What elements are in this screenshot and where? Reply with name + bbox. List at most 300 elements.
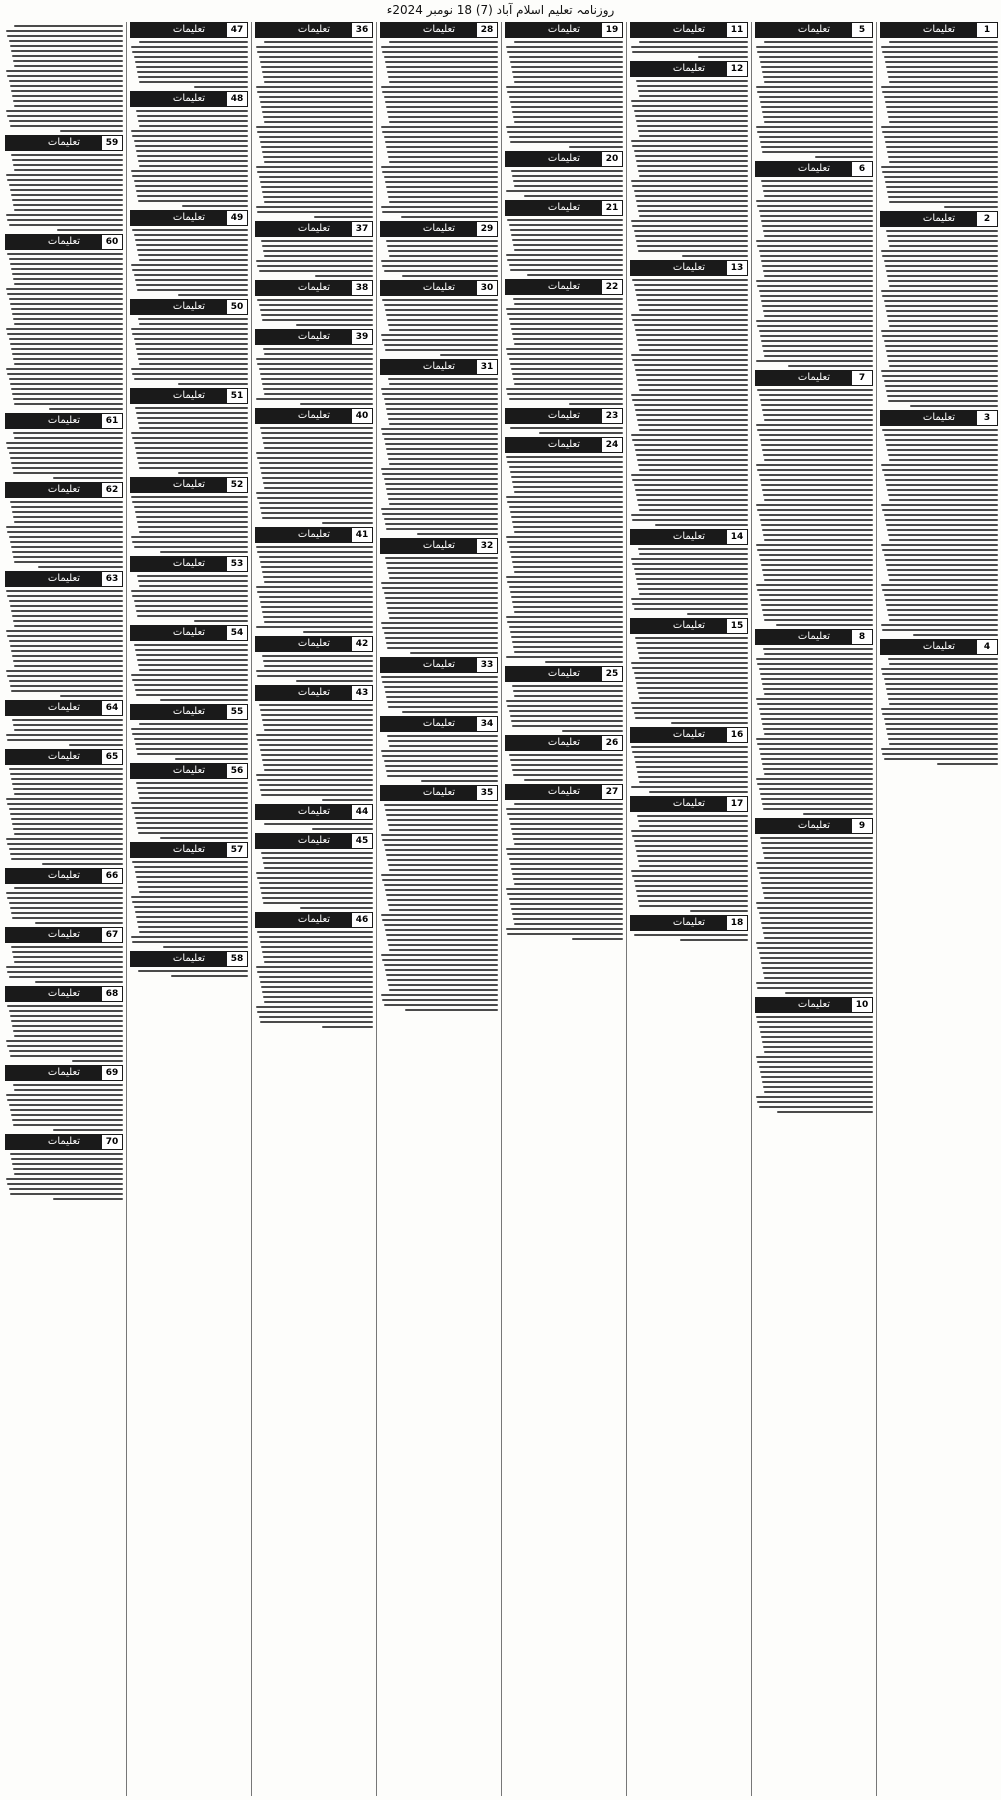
notice-label: تعلیمات	[297, 529, 331, 540]
text-line	[884, 260, 998, 262]
text-line	[763, 768, 873, 770]
text-line	[385, 597, 498, 599]
notice-block	[630, 22, 748, 58]
text-line	[756, 280, 873, 282]
text-line	[13, 1084, 123, 1086]
text-line	[507, 813, 623, 815]
notice-label: تعلیمات	[672, 917, 706, 928]
text-line	[12, 1163, 123, 1165]
text-line	[386, 974, 498, 976]
text-line	[507, 581, 623, 583]
notice-text	[630, 80, 748, 257]
notice-block	[130, 951, 248, 977]
text-line	[760, 713, 873, 715]
text-line	[7, 293, 123, 295]
notice-label: تعلیمات	[47, 929, 81, 940]
text-line	[10, 645, 123, 647]
text-line	[138, 422, 248, 424]
text-line	[385, 403, 498, 405]
text-line	[759, 1066, 873, 1068]
text-line	[6, 526, 123, 528]
text-line	[256, 86, 373, 88]
notice-number: 9	[852, 819, 872, 833]
text-line	[756, 698, 873, 700]
notice-header	[255, 804, 373, 820]
text-line	[261, 714, 373, 716]
notice-header	[255, 912, 373, 928]
text-line	[632, 439, 748, 441]
notice-block	[755, 629, 873, 815]
text-line	[10, 343, 123, 345]
text-line	[256, 126, 373, 128]
text-line	[261, 892, 373, 894]
text-line	[887, 693, 998, 695]
text-line	[511, 828, 623, 830]
text-line	[6, 214, 123, 216]
text-line	[637, 165, 748, 167]
notice-header	[505, 735, 623, 751]
notice-text	[755, 41, 873, 158]
text-line	[638, 588, 748, 590]
notice-block	[880, 410, 998, 636]
text-line	[510, 759, 623, 761]
notice-block	[5, 571, 123, 697]
text-line	[511, 106, 623, 108]
text-line	[134, 442, 248, 444]
text-line	[263, 116, 373, 118]
notice-number: 24	[602, 438, 622, 452]
text-line	[698, 56, 748, 58]
text-line	[507, 501, 623, 503]
text-line	[138, 120, 248, 122]
text-line	[300, 403, 373, 405]
text-line	[764, 619, 873, 621]
text-line	[764, 773, 873, 775]
text-line	[762, 489, 873, 491]
text-line	[886, 484, 998, 486]
notice-text	[755, 837, 873, 994]
text-line	[262, 951, 373, 953]
text-line	[512, 521, 623, 523]
text-line	[637, 339, 748, 341]
notice-number: 21	[602, 201, 622, 215]
text-line	[388, 864, 498, 866]
text-line	[763, 932, 873, 934]
notice-text	[5, 768, 123, 865]
notice-block	[380, 657, 498, 713]
text-line	[389, 41, 498, 43]
text-line	[137, 195, 248, 197]
text-line	[7, 971, 123, 973]
text-line	[7, 1005, 123, 1007]
text-line	[260, 981, 373, 983]
text-line	[760, 295, 873, 297]
text-line	[881, 290, 998, 292]
notice-block	[505, 22, 623, 148]
notice-label: تعلیمات	[47, 484, 81, 495]
text-line	[631, 46, 748, 48]
text-line	[756, 360, 873, 362]
text-line	[757, 245, 873, 247]
text-line	[886, 728, 998, 730]
text-line	[756, 942, 873, 944]
text-line	[386, 186, 498, 188]
notice-label: تعلیمات	[672, 63, 706, 74]
text-line	[882, 171, 998, 173]
notice-block	[5, 986, 123, 1062]
notice-block	[255, 804, 373, 830]
notice-text	[630, 637, 748, 724]
text-line	[639, 215, 748, 217]
text-line	[135, 605, 248, 607]
text-line	[511, 234, 623, 236]
notice-block	[130, 625, 248, 701]
text-line	[881, 46, 998, 48]
notice-label: تعلیمات	[547, 786, 581, 797]
text-line	[763, 852, 873, 854]
text-line	[138, 254, 248, 256]
text-line	[259, 56, 373, 58]
text-line	[632, 835, 748, 837]
notice-header	[630, 22, 748, 38]
text-line	[512, 333, 623, 335]
text-line	[507, 705, 623, 707]
text-line	[260, 709, 373, 711]
text-line	[257, 497, 373, 499]
text-line	[509, 264, 623, 266]
text-line	[53, 1198, 123, 1200]
text-line	[761, 220, 873, 222]
text-line	[381, 428, 498, 430]
text-line	[260, 941, 373, 943]
text-line	[509, 358, 623, 360]
notice-header	[5, 1065, 123, 1081]
text-line	[381, 622, 498, 624]
text-line	[507, 393, 623, 395]
column-4	[501, 22, 626, 1796]
text-line	[884, 300, 998, 302]
notice-header	[505, 279, 623, 295]
text-line	[386, 448, 498, 450]
text-line	[887, 275, 998, 277]
text-line	[7, 843, 123, 845]
text-line	[884, 474, 998, 476]
text-line	[381, 334, 498, 336]
text-line	[382, 681, 498, 683]
notice-text	[130, 407, 248, 474]
text-line	[636, 160, 748, 162]
text-line	[888, 698, 998, 700]
text-line	[261, 106, 373, 108]
text-line	[510, 269, 623, 271]
text-line	[9, 640, 123, 642]
text-line	[511, 908, 623, 910]
notice-block	[630, 260, 748, 526]
text-line	[53, 477, 123, 479]
notice-header	[255, 22, 373, 38]
notice-header	[630, 796, 748, 812]
text-line	[887, 609, 998, 611]
text-line	[262, 571, 373, 573]
text-line	[259, 176, 373, 178]
text-line	[511, 516, 623, 518]
notice-block	[5, 927, 123, 983]
notice-label: تعلیمات	[172, 953, 206, 964]
notice-number: 68	[102, 987, 122, 1001]
text-line	[6, 110, 123, 112]
text-line	[389, 745, 498, 747]
text-line	[10, 1193, 123, 1195]
text-line	[182, 205, 248, 207]
notice-block	[880, 639, 998, 765]
notice-number: 38	[352, 281, 372, 295]
text-line	[387, 319, 498, 321]
notice-label: تعلیمات	[297, 806, 331, 817]
text-line	[636, 80, 748, 82]
text-line	[510, 903, 623, 905]
text-line	[137, 457, 248, 459]
notice-label: تعلیمات	[172, 765, 206, 776]
text-line	[260, 309, 373, 311]
text-line	[256, 1006, 373, 1008]
text-line	[888, 534, 998, 536]
text-line	[638, 424, 748, 426]
text-line	[131, 936, 248, 938]
text-line	[680, 939, 748, 941]
text-line	[136, 654, 248, 656]
notice-block	[5, 1065, 123, 1131]
text-line	[757, 509, 873, 511]
notice-number: 35	[477, 786, 497, 800]
text-line	[259, 704, 373, 706]
text-line	[7, 531, 123, 533]
text-line	[135, 689, 248, 691]
notice-text	[880, 658, 998, 765]
text-line	[762, 1081, 873, 1083]
text-line	[763, 688, 873, 690]
notice-label: تعلیمات	[47, 415, 81, 426]
notice-block	[380, 538, 498, 654]
text-line	[506, 616, 623, 618]
text-line	[137, 289, 248, 291]
text-line	[764, 459, 873, 461]
text-line	[386, 66, 498, 68]
text-line	[759, 434, 873, 436]
text-line	[638, 170, 748, 172]
text-line	[760, 673, 873, 675]
text-line	[11, 194, 123, 196]
notice-block	[130, 388, 248, 474]
text-line	[12, 655, 123, 657]
text-line	[761, 922, 873, 924]
text-line	[386, 408, 498, 410]
text-line	[263, 442, 373, 444]
notice-number: 45	[352, 834, 372, 848]
text-line	[389, 201, 498, 203]
text-line	[261, 946, 373, 948]
text-line	[262, 71, 373, 73]
notice-block	[755, 997, 873, 1113]
text-line	[261, 432, 373, 434]
text-line	[636, 890, 748, 892]
text-line	[514, 883, 623, 885]
notice-text	[130, 229, 248, 296]
text-line	[262, 759, 373, 761]
text-line	[889, 539, 998, 541]
text-line	[763, 414, 873, 416]
notice-block	[755, 370, 873, 626]
text-line	[512, 873, 623, 875]
text-line	[889, 41, 998, 43]
notice-number: 1	[977, 23, 997, 37]
text-line	[386, 934, 498, 936]
text-line	[634, 364, 748, 366]
text-line	[513, 566, 623, 568]
notice-label: تعلیمات	[422, 659, 456, 670]
text-line	[384, 804, 498, 806]
notice-block	[5, 700, 123, 746]
text-line	[887, 315, 998, 317]
text-line	[138, 160, 248, 162]
text-line	[524, 779, 623, 781]
notice-number: 64	[102, 701, 122, 715]
text-line	[138, 76, 248, 78]
text-line	[886, 390, 998, 392]
text-line	[137, 827, 248, 829]
text-line	[6, 630, 123, 632]
text-line	[389, 463, 498, 465]
text-line	[261, 472, 373, 474]
text-line	[762, 967, 873, 969]
text-line	[762, 185, 873, 187]
notice-text	[755, 389, 873, 626]
text-line	[514, 491, 623, 493]
text-line	[384, 96, 498, 98]
text-line	[139, 81, 248, 83]
text-line	[261, 240, 373, 242]
text-line	[635, 369, 748, 371]
text-line	[760, 101, 873, 103]
text-line	[634, 324, 748, 326]
text-line	[761, 444, 873, 446]
text-line	[889, 499, 998, 501]
text-line	[135, 145, 248, 147]
text-line	[638, 210, 748, 212]
text-line	[760, 439, 873, 441]
text-line	[262, 191, 373, 193]
column-5	[376, 22, 501, 1796]
text-line	[14, 1089, 123, 1091]
notice-header	[130, 388, 248, 404]
text-line	[9, 1050, 123, 1052]
column-3	[626, 22, 751, 1796]
text-line	[889, 663, 998, 665]
text-line	[384, 592, 498, 594]
notice-label: تعلیمات	[172, 479, 206, 490]
notice-number: 19	[602, 23, 622, 37]
text-line	[510, 511, 623, 513]
text-line	[631, 662, 748, 664]
text-line	[888, 360, 998, 362]
text-line	[635, 409, 748, 411]
text-line	[385, 349, 498, 351]
text-line	[764, 579, 873, 581]
text-line	[762, 609, 873, 611]
text-line	[134, 906, 248, 908]
text-line	[9, 600, 123, 602]
text-line	[388, 824, 498, 826]
text-line	[421, 780, 498, 782]
text-line	[763, 614, 873, 616]
notice-header	[130, 299, 248, 315]
text-line	[636, 494, 748, 496]
text-line	[13, 556, 123, 558]
text-line	[631, 786, 748, 788]
text-line	[506, 848, 623, 850]
text-line	[9, 680, 123, 682]
text-line	[256, 774, 373, 776]
text-line	[764, 499, 873, 501]
notice-label: تعلیمات	[297, 282, 331, 293]
text-line	[263, 660, 373, 662]
text-line	[631, 870, 748, 872]
text-line	[889, 459, 998, 461]
text-line	[760, 1071, 873, 1073]
text-line	[762, 723, 873, 725]
text-line	[137, 249, 248, 251]
text-line	[138, 886, 248, 888]
text-line	[757, 703, 873, 705]
text-line	[11, 610, 123, 612]
text-line	[14, 25, 123, 27]
text-line	[136, 452, 248, 454]
text-line	[256, 546, 373, 548]
text-line	[760, 559, 873, 561]
text-line	[7, 635, 123, 637]
text-line	[385, 181, 498, 183]
notice-label: تعلیمات	[422, 282, 456, 293]
notice-number: 65	[102, 750, 122, 764]
text-line	[259, 596, 373, 598]
text-line	[887, 529, 998, 531]
text-line	[635, 677, 748, 679]
text-line	[384, 632, 498, 634]
text-line	[14, 363, 123, 365]
text-line	[507, 541, 623, 543]
notice-header	[755, 22, 873, 38]
text-line	[639, 389, 748, 391]
text-line	[760, 255, 873, 257]
text-line	[264, 1001, 373, 1003]
notice-label: تعلیمات	[172, 212, 206, 223]
text-line	[13, 472, 123, 474]
text-line	[632, 751, 748, 753]
notice-number: 55	[227, 705, 247, 719]
text-line	[7, 1099, 123, 1101]
text-line	[11, 1114, 123, 1116]
text-line	[764, 195, 873, 197]
text-line	[9, 338, 123, 340]
text-line	[6, 966, 123, 968]
text-line	[7, 1045, 123, 1047]
column-1	[876, 22, 1001, 1796]
text-line	[138, 358, 248, 360]
text-line	[11, 690, 123, 692]
text-line	[381, 206, 498, 208]
notice-label: تعلیمات	[422, 24, 456, 35]
text-line	[259, 936, 373, 938]
text-line	[381, 750, 498, 752]
